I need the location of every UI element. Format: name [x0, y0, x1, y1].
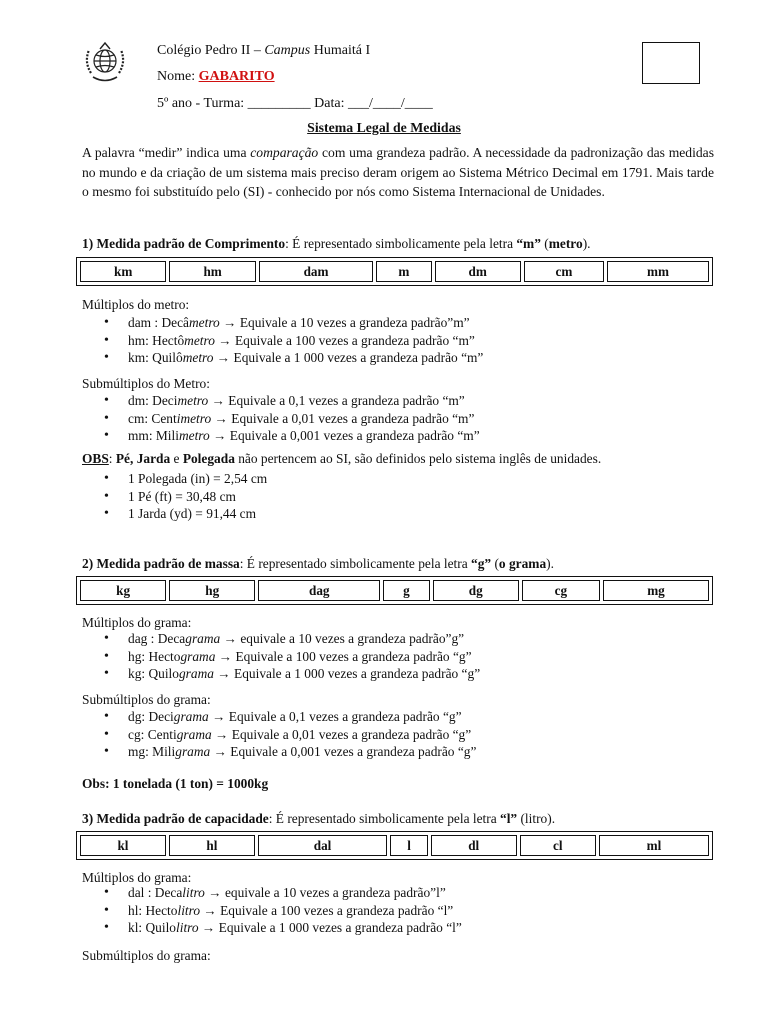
list-item: • 1 Pé (ft) = 30,48 cm	[82, 488, 267, 506]
unit-cell: hl	[169, 835, 255, 856]
section-3-heading: 3) Medida padrão de capacidade: É representado simbolicamente pela letra “l” (litro).	[82, 811, 556, 826]
mass-units-table	[76, 576, 713, 605]
liter-submultiples-title: Submúltiplos do grama:	[82, 948, 211, 963]
list-item: • dg: Decigrama → Equivale a 0,1 vezes a grandeza padrão “g”	[82, 708, 476, 726]
unit-cell: dg	[433, 580, 519, 601]
imperial-units-list	[82, 470, 267, 523]
liter-multiples-title: Múltiplos do grama:	[82, 870, 192, 885]
liter-multiples-list	[82, 884, 462, 937]
unit-cell: ml	[599, 835, 709, 856]
ton-note: Obs: 1 tonelada (1 ton) = 1000kg	[82, 776, 269, 791]
list-item: • mg: Miligrama → Equivale a 0,001 vezes a grandeza padrão “g”	[82, 743, 476, 761]
gabarito-label: GABARITO	[198, 69, 275, 84]
unit-cell: m	[376, 261, 431, 282]
list-item: • hg: Hectograma → Equivale a 100 vezes a grandeza padrão “g”	[82, 648, 480, 666]
length-units-table	[76, 257, 713, 286]
page-title: Sistema Legal de Medidas	[307, 120, 461, 135]
list-item: • km: Quilômetro → Equivale a 1 000 vezes a grandeza padrão “m”	[82, 349, 483, 367]
intro-paragraph: A palavra “medir” indica uma comparação com uma grandeza padrão. A necessidade da padronização das medidas no mundo e da criação de um sistema mais preciso deram origem ao Sistema Métrico Decimal em 1791. Mais tarde o mesmo foi substituído pelo (SI) - conhecido por nós como Sistema Internacional de Unidades.	[82, 145, 715, 199]
list-item: • 1 Jarda (yd) = 91,44 cm	[82, 505, 267, 523]
list-item: • mm: Milimetro → Equivale a 0,001 vezes a grandeza padrão “m”	[82, 427, 480, 445]
meter-multiples-title: Múltiplos do metro:	[82, 297, 190, 312]
list-item: • hm: Hectômetro → Equivale a 100 vezes a grandeza padrão “m”	[82, 332, 483, 350]
gram-submultiples-list	[82, 708, 476, 761]
unit-cell: dal	[258, 835, 387, 856]
list-item: • 1 Polegada (in) = 2,54 cm	[82, 470, 267, 488]
meter-multiples-list	[82, 314, 483, 367]
gram-multiples-title: Múltiplos do grama:	[82, 615, 192, 630]
unit-cell: kl	[80, 835, 166, 856]
unit-cell: cm	[524, 261, 604, 282]
list-item: • dm: Decimetro → Equivale a 0,1 vezes a grandeza padrão “m”	[82, 392, 480, 410]
list-item: • kg: Quilograma → Equivale a 1 000 vezes a grandeza padrão “g”	[82, 665, 480, 683]
student-name-line: Nome: GABARITO	[157, 69, 275, 84]
unit-cell: hg	[169, 580, 255, 601]
unit-cell: hm	[169, 261, 255, 282]
unit-cell: km	[80, 261, 166, 282]
section-1-heading: 1) Medida padrão de Comprimento: É representado simbolicamente pela letra “m” (metro).	[82, 236, 591, 251]
list-item: • cm: Centimetro → Equivale a 0,01 vezes a grandeza padrão “m”	[82, 410, 480, 428]
list-item: • dam : Decâmetro → Equivale a 10 vezes a grandeza padrão”m”	[82, 314, 483, 332]
list-item: • kl: Quilolitro → Equivale a 1 000 vezes a grandeza padrão “l”	[82, 919, 462, 937]
unit-cell: cg	[522, 580, 600, 601]
unit-cell: mm	[607, 261, 709, 282]
unit-cell: g	[383, 580, 429, 601]
gram-submultiples-title: Submúltiplos do grama:	[82, 692, 211, 707]
obs-note: OBS: Pé, Jarda e Polegada não pertencem ao SI, são definidos pelo sistema inglês de unidades.	[82, 451, 602, 466]
school-name: Colégio Pedro II – Campus Humaitá I	[157, 43, 371, 58]
list-item: • dag : Decagrama → equivale a 10 vezes a grandeza padrão”g”	[82, 630, 480, 648]
unit-cell: cl	[520, 835, 596, 856]
unit-cell: mg	[603, 580, 709, 601]
unit-cell: dl	[431, 835, 517, 856]
unit-cell: l	[390, 835, 427, 856]
unit-cell: kg	[80, 580, 166, 601]
school-logo	[80, 40, 130, 86]
unit-cell: dm	[435, 261, 521, 282]
unit-cell: dam	[259, 261, 373, 282]
class-date-line: 5º ano - Turma: _________ Data: ___/____/____	[157, 96, 433, 111]
list-item: • hl: Hectolitro → Equivale a 100 vezes a grandeza padrão “l”	[82, 902, 462, 920]
grade-box	[642, 42, 700, 84]
section-2-heading: 2) Medida padrão de massa: É representado simbolicamente pela letra “g” (o grama).	[82, 556, 554, 571]
list-item: • dal : Decalitro → equivale a 10 vezes a grandeza padrão”l”	[82, 884, 462, 902]
gram-multiples-list	[82, 630, 480, 683]
list-item: • cg: Centigrama → Equivale a 0,01 vezes a grandeza padrão “g”	[82, 726, 476, 744]
meter-submultiples-title: Submúltiplos do Metro:	[82, 376, 210, 391]
unit-cell: dag	[258, 580, 380, 601]
meter-submultiples-list	[82, 392, 480, 445]
capacity-units-table	[76, 831, 713, 860]
